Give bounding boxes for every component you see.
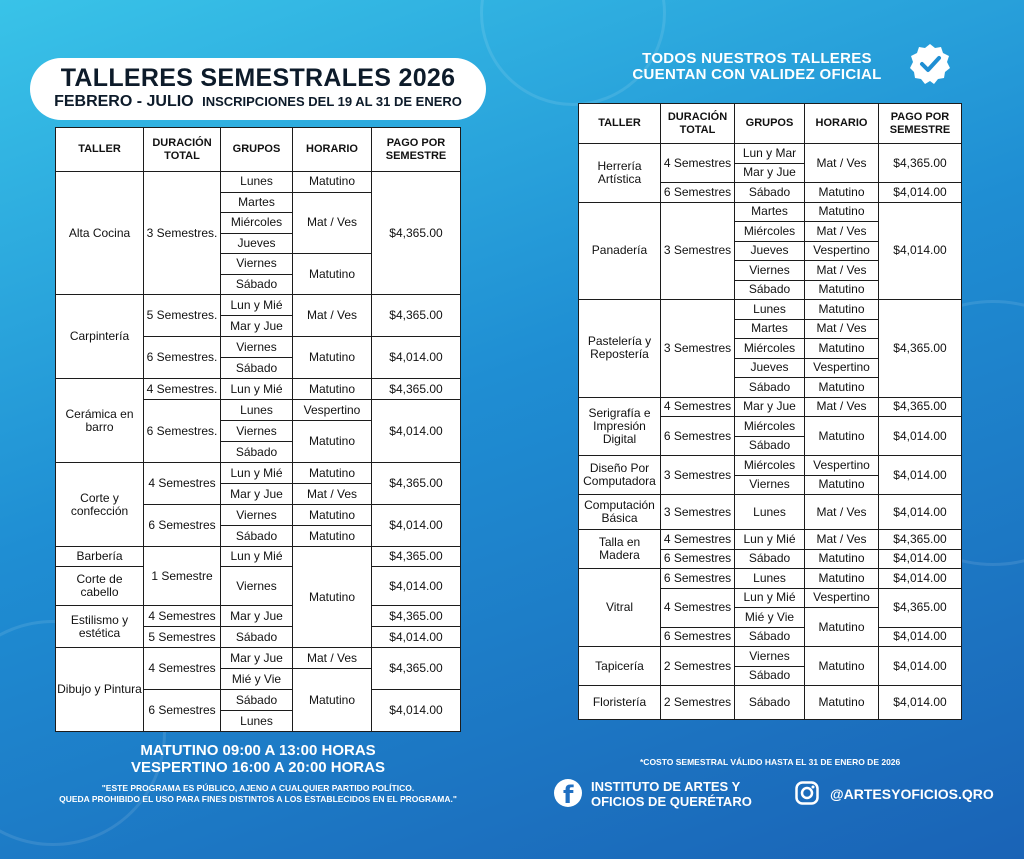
price: $4,365.00 xyxy=(879,588,962,627)
schedule: Matutino xyxy=(293,421,372,463)
duration: 6 Semestres xyxy=(661,627,735,647)
price: $4,365.00 xyxy=(372,606,461,627)
price: $4,014.00 xyxy=(879,647,962,686)
schedule: Mat / Ves xyxy=(293,192,372,254)
price: $4,365.00 xyxy=(372,295,461,337)
taller-name: Tapicería xyxy=(579,647,661,686)
taller-name: Corte y confección xyxy=(56,463,144,547)
duration: 6 Semestres xyxy=(661,549,735,569)
price: $4,014.00 xyxy=(879,686,962,720)
table-row xyxy=(56,547,461,567)
table-row xyxy=(579,686,962,720)
header-taller: TALLER xyxy=(579,104,661,144)
taller-name: Alta Cocina xyxy=(56,172,144,295)
schedule: Matutino xyxy=(293,547,372,648)
duration: 4 Semestres. xyxy=(144,379,221,400)
duration: 5 Semestres xyxy=(144,627,221,648)
group: Martes xyxy=(221,192,293,213)
schedule: Matutino xyxy=(293,337,372,379)
official-validity-headline xyxy=(612,51,902,83)
table-row xyxy=(56,379,461,400)
table-row xyxy=(56,648,461,669)
group: Lun y Mié xyxy=(221,463,293,484)
schedule: Mat / Ves xyxy=(805,319,879,339)
schedule: Matutino xyxy=(805,339,879,359)
schedule: Matutino xyxy=(293,669,372,732)
schedule: Matutino xyxy=(293,526,372,547)
taller-name: Talla en Madera xyxy=(579,530,661,569)
schedule: Matutino xyxy=(293,463,372,484)
taller-name: Diseño Por Computadora xyxy=(579,456,661,495)
schedule: Matutino xyxy=(805,280,879,300)
group: Lunes xyxy=(735,569,805,589)
vespertino-time: VESPERTINO 16:00 A 20:00 HORAS xyxy=(131,759,385,776)
header-horario: HORARIO xyxy=(805,104,879,144)
duration: 4 Semestres xyxy=(661,397,735,417)
group: Mar y Jue xyxy=(735,163,805,183)
header-pago: PAGO POR SEMESTRE xyxy=(372,128,461,172)
price: $4,365.00 xyxy=(879,397,962,417)
schedule: Mat / Ves xyxy=(293,295,372,337)
duration: 6 Semestres. xyxy=(144,337,221,379)
duration: 3 Semestres xyxy=(661,456,735,495)
group: Miércoles xyxy=(735,456,805,476)
schedule: Matutino xyxy=(805,686,879,720)
price: $4,365.00 xyxy=(879,530,962,550)
duration: 6 Semestres xyxy=(661,417,735,456)
group: Sábado xyxy=(735,436,805,456)
schedule: Matutino xyxy=(293,505,372,526)
group: Mar y Jue xyxy=(221,606,293,627)
group: Martes xyxy=(735,202,805,222)
group: Viernes xyxy=(221,567,293,606)
table-header-row xyxy=(579,104,962,144)
taller-name: Computación Básica xyxy=(579,495,661,530)
instagram-link[interactable]: @ARTESYOFICIOS.QRO xyxy=(830,786,994,802)
facebook-icon[interactable]: f xyxy=(554,779,582,807)
schedule: Mat / Ves xyxy=(293,484,372,505)
group: Sábado xyxy=(735,378,805,398)
duration: 6 Semestres. xyxy=(144,400,221,463)
duration: 5 Semestres. xyxy=(144,295,221,337)
taller-name: Panadería xyxy=(579,202,661,300)
price: $4,014.00 xyxy=(879,569,962,589)
duration: 6 Semestres xyxy=(661,183,735,203)
group: Viernes xyxy=(221,421,293,442)
schedule: Mat / Ves xyxy=(805,144,879,183)
duration: 3 Semestres. xyxy=(144,172,221,295)
schedule: Matutino xyxy=(805,300,879,320)
schedule: Vespertino xyxy=(805,241,879,261)
price: $4,014.00 xyxy=(879,417,962,456)
disclaimer-line-1: "ESTE PROGRAMA ES PÚBLICO, AJENO A CUALQUIER PARTIDO POLÍTICO. xyxy=(101,783,415,793)
title-banner xyxy=(30,58,486,120)
inscriptions-label: INSCRIPCIONES DEL 19 AL 31 DE ENERO xyxy=(202,94,462,109)
header-taller: TALLER xyxy=(56,128,144,172)
facebook-link[interactable] xyxy=(591,779,752,809)
table-row xyxy=(56,567,461,589)
schedule: Matutino xyxy=(805,647,879,686)
group: Miércoles xyxy=(735,222,805,242)
group: Jueves xyxy=(735,241,805,261)
table-row xyxy=(56,463,461,484)
group: Sábado xyxy=(221,274,293,295)
shift-times xyxy=(88,742,428,776)
header-duracion: DURACIÓN TOTAL xyxy=(144,128,221,172)
taller-name: Serigrafía e Impresión Digital xyxy=(579,397,661,456)
facebook-link-line-2: OFICIOS DE QUERÉTARO xyxy=(591,794,752,809)
price: $4,365.00 xyxy=(372,547,461,567)
price: $4,014.00 xyxy=(879,627,962,647)
group: Sábado xyxy=(221,627,293,648)
group: Mar y Jue xyxy=(735,397,805,417)
cost-note: *COSTO SEMESTRAL VÁLIDO HASTA EL 31 DE ENERO DE 2026 xyxy=(640,757,901,767)
price: $4,014.00 xyxy=(879,202,962,300)
table-row xyxy=(56,172,461,193)
price: $4,365.00 xyxy=(879,144,962,183)
group: Mar y Jue xyxy=(221,316,293,337)
group: Sábado xyxy=(221,442,293,463)
schedule: Matutino xyxy=(805,569,879,589)
group: Viernes xyxy=(735,261,805,281)
duration: 2 Semestres xyxy=(661,647,735,686)
schedule: Matutino xyxy=(293,254,372,295)
group: Mié y Vie xyxy=(221,669,293,690)
taller-name: Corte de cabello xyxy=(56,567,144,606)
taller-name: Estilismo y estética xyxy=(56,606,144,648)
duration: 4 Semestres xyxy=(661,588,735,627)
duration: 2 Semestres xyxy=(661,686,735,720)
group: Viernes xyxy=(735,647,805,667)
group: Lunes xyxy=(221,711,293,732)
group: Sábado xyxy=(735,627,805,647)
schedule: Vespertino xyxy=(805,456,879,476)
group: Viernes xyxy=(221,254,293,275)
duration: 6 Semestres xyxy=(661,569,735,589)
duration: 6 Semestres xyxy=(144,505,221,547)
duration: 4 Semestres xyxy=(144,606,221,627)
group: Sábado xyxy=(221,358,293,379)
table-row xyxy=(56,295,461,316)
facebook-link-line-1: INSTITUTO DE ARTES Y xyxy=(591,779,741,794)
group: Mié y Vie xyxy=(735,608,805,628)
table-row xyxy=(579,144,962,164)
group: Viernes xyxy=(221,337,293,358)
price: $4,014.00 xyxy=(879,456,962,495)
group: Jueves xyxy=(221,233,293,254)
taller-name: Carpintería xyxy=(56,295,144,379)
group: Lun y Mié xyxy=(735,530,805,550)
price: $4,014.00 xyxy=(372,505,461,547)
group: Lunes xyxy=(221,400,293,421)
schedule: Mat / Ves xyxy=(805,261,879,281)
table-row xyxy=(579,530,962,550)
group: Lunes xyxy=(735,495,805,530)
schedule: Matutino xyxy=(805,608,879,647)
price: $4,014.00 xyxy=(372,400,461,463)
table-row xyxy=(579,647,962,667)
political-disclaimer xyxy=(18,783,498,805)
header-grupos: GRUPOS xyxy=(221,128,293,172)
table-row xyxy=(579,202,962,222)
disclaimer-line-2: QUEDA PROHIBIDO EL USO PARA FINES DISTINTOS A LOS ESTABLECIDOS EN EL PROGRAMA." xyxy=(59,794,457,804)
taller-name: Herrería Artística xyxy=(579,144,661,203)
schedule: Matutino xyxy=(805,475,879,495)
group: Lunes xyxy=(221,172,293,193)
price: $4,014.00 xyxy=(879,183,962,203)
schedule: Mat / Ves xyxy=(293,648,372,669)
table-row xyxy=(579,300,962,320)
duration: 3 Semestres xyxy=(661,202,735,300)
group: Mar y Jue xyxy=(221,484,293,505)
schedule: Mat / Ves xyxy=(805,495,879,530)
price: $4,014.00 xyxy=(372,567,461,606)
group: Sábado xyxy=(735,549,805,569)
group: Jueves xyxy=(735,358,805,378)
price: $4,365.00 xyxy=(372,379,461,400)
price: $4,365.00 xyxy=(372,648,461,690)
taller-name: Vitral xyxy=(579,569,661,647)
left-schedule-table xyxy=(55,127,461,732)
header-duracion: DURACIÓN TOTAL xyxy=(661,104,735,144)
period-label: FEBRERO - JULIO xyxy=(54,93,194,110)
schedule: Matutino xyxy=(293,379,372,400)
price: $4,014.00 xyxy=(372,690,461,732)
table-header-row xyxy=(56,128,461,172)
schedule: Mat / Ves xyxy=(805,530,879,550)
group: Lun y Mié xyxy=(735,588,805,608)
duration: 6 Semestres xyxy=(144,690,221,732)
schedule: Matutino xyxy=(293,172,372,193)
taller-name: Dibujo y Pintura xyxy=(56,648,144,732)
group: Miércoles xyxy=(221,213,293,234)
duration: 4 Semestres xyxy=(661,144,735,183)
group: Martes xyxy=(735,319,805,339)
group: Sábado xyxy=(221,526,293,547)
duration: 3 Semestres xyxy=(661,495,735,530)
table-row xyxy=(579,569,962,589)
schedule: Mat / Ves xyxy=(805,222,879,242)
group: Lun y Mar xyxy=(735,144,805,164)
page-title: TALLERES SEMESTRALES 2026 xyxy=(60,64,456,92)
table-row xyxy=(579,397,962,417)
schedule: Matutino xyxy=(805,417,879,456)
schedule: Mat / Ves xyxy=(805,397,879,417)
schedule: Matutino xyxy=(805,202,879,222)
header-grupos: GRUPOS xyxy=(735,104,805,144)
group: Sábado xyxy=(735,183,805,203)
price: $4,014.00 xyxy=(372,627,461,648)
schedule: Matutino xyxy=(805,378,879,398)
group: Miércoles xyxy=(735,417,805,437)
instagram-icon[interactable] xyxy=(795,781,819,805)
group: Mar y Jue xyxy=(221,648,293,669)
table-row xyxy=(579,456,962,476)
verified-badge-icon xyxy=(908,42,952,86)
price: $4,365.00 xyxy=(372,463,461,505)
group: Miércoles xyxy=(735,339,805,359)
group: Lun y Mié xyxy=(221,379,293,400)
schedule: Vespertino xyxy=(293,400,372,421)
group: Lun y Mié xyxy=(221,547,293,567)
price: $4,014.00 xyxy=(879,495,962,530)
group: Sábado xyxy=(735,280,805,300)
group: Sábado xyxy=(221,690,293,711)
schedule: Vespertino xyxy=(805,358,879,378)
duration: 4 Semestres xyxy=(661,530,735,550)
schedule: Vespertino xyxy=(805,588,879,608)
headline-line-2: CUENTAN CON VALIDEZ OFICIAL xyxy=(632,66,882,83)
duration: 3 Semestres xyxy=(661,300,735,398)
group: Sábado xyxy=(735,686,805,720)
headline-line-1: TODOS NUESTROS TALLERES xyxy=(642,50,872,67)
group: Lun y Mié xyxy=(221,295,293,316)
schedule: Matutino xyxy=(805,549,879,569)
taller-name: Cerámica en barro xyxy=(56,379,144,463)
table-row xyxy=(579,495,962,530)
header-pago: PAGO POR SEMESTRE xyxy=(879,104,962,144)
group: Lunes xyxy=(735,300,805,320)
table-row xyxy=(56,606,461,627)
taller-name: Barbería xyxy=(56,547,144,567)
taller-name: Floristería xyxy=(579,686,661,720)
schedule: Matutino xyxy=(805,183,879,203)
duration: 1 Semestre xyxy=(144,547,221,606)
price: $4,014.00 xyxy=(372,337,461,379)
price: $4,014.00 xyxy=(879,549,962,569)
price: $4,365.00 xyxy=(879,300,962,398)
right-schedule-table xyxy=(578,103,962,720)
group: Viernes xyxy=(735,475,805,495)
group: Viernes xyxy=(221,505,293,526)
page-subtitle xyxy=(30,92,486,112)
price: $4,365.00 xyxy=(372,172,461,295)
duration: 4 Semestres xyxy=(144,463,221,505)
header-horario: HORARIO xyxy=(293,128,372,172)
taller-name: Pastelería y Repostería xyxy=(579,300,661,398)
matutino-time: MATUTINO 09:00 A 13:00 HORAS xyxy=(140,742,376,759)
group: Sábado xyxy=(735,666,805,686)
duration: 4 Semestres xyxy=(144,648,221,690)
